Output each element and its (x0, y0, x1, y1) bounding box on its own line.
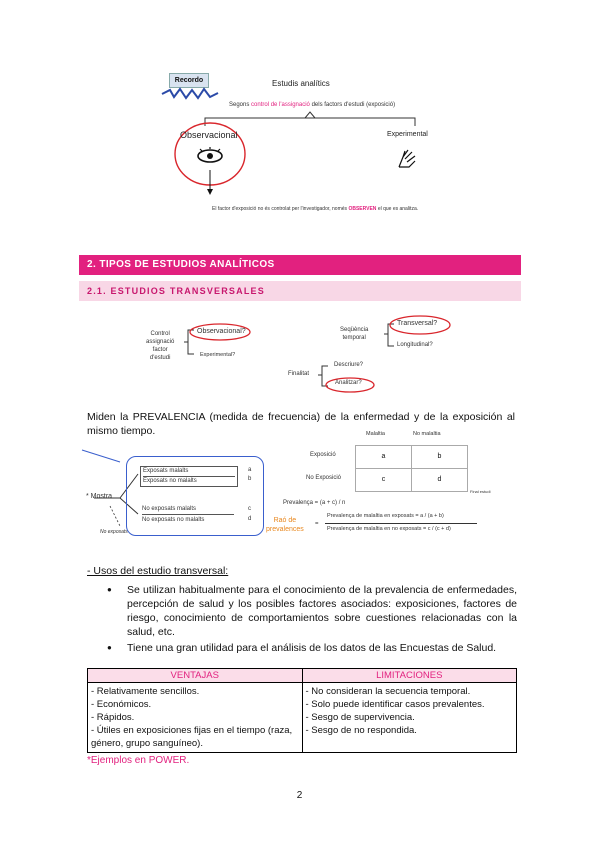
section-header (79, 255, 521, 275)
header-limitaciones: LIMITACIONES (302, 669, 517, 683)
section-title: 2. TIPOS DE ESTUDIOS ANALÍTICOS (87, 259, 275, 270)
rao-numerator: Prevalença de malaltia en exposats = a / (a + b) (327, 513, 444, 519)
no-exposats-letters: c d (248, 506, 252, 522)
exposats-letters: a b (248, 467, 252, 482)
mostra-label: * Mostra (86, 493, 113, 500)
rao-prevalences-label: Raó de prevalences (266, 517, 304, 533)
cell-a: a (355, 445, 412, 469)
hand-icon (395, 147, 421, 171)
col-header-no-malaltia: No malaltia (413, 431, 441, 437)
subsection-header (79, 281, 521, 301)
row-label-no-exposicio: No Exposició (306, 475, 342, 481)
rao-denominator: Prevalença de malaltia en no exposats = c / (c + d) (327, 526, 451, 532)
no-exposats-box: No exposats malalts No exposats no malalts (140, 504, 236, 525)
no-exposats-note: No exposats (100, 529, 128, 535)
experimental-option: Experimental? (200, 352, 236, 358)
fraction-bar (325, 523, 477, 524)
transversal-option: Transversal? (397, 320, 438, 327)
prevalencia-paragraph: Miden la PREVALENCIA (medida de frecuencia) de la enfermedad y de la exposición al mismo tiempo. (87, 411, 515, 437)
row-label-exposicio: Exposició (310, 452, 336, 458)
cell-b: b (411, 445, 468, 469)
segons-line: Segons control de l'assignació dels factors d'estudi (exposició) (229, 102, 396, 108)
list-item: ● Tiene una gran utilidad para el análisis de los datos de las Encuestas de Salud. (107, 641, 517, 655)
down-arrow-icon (205, 170, 215, 198)
observacional-label: Observacional (180, 130, 238, 140)
rao-equals: = (315, 521, 319, 527)
limitaciones-cell: - No consideran la secuencia temporal. - Solo puede identificar casos prevalentes. - Sesgo de supervivencia. - Sesgo de no respondida. (302, 683, 517, 753)
prevalenca-formula: Prevalença = (a + c) / n (283, 500, 346, 506)
observacional-option: Observacional? (197, 328, 246, 335)
longitudinal-option: Longitudinal? (397, 342, 433, 348)
cell-c: c (355, 468, 412, 492)
final-estudi-note: Final estudi (470, 489, 491, 494)
table-row (88, 683, 517, 753)
col-header-malaltia: Malaltia (366, 431, 385, 437)
usos-list (107, 583, 517, 657)
eye-icon (196, 146, 224, 164)
ejemplos-note: *Ejemplos en POWER. (87, 755, 190, 766)
usos-title: - Usos del estudio transversal: (87, 565, 229, 577)
control-label: Control assignació factor d'estudi (146, 331, 175, 361)
exposats-box: Exposats malalts Exposats no malalts (140, 466, 238, 487)
sequencia-label: Seqüència temporal (340, 327, 369, 341)
subsection-title: 2.1. ESTUDIOS TRANSVERSALES (87, 286, 265, 296)
page-number: 2 (296, 790, 303, 801)
scribble-decoration (160, 86, 220, 102)
ventajas-cell: - Relativamente sencillos. - Económicos. - Rápidos. - Útiles en exposiciones fijas en el tiempo (raza, género, grupo sanguíneo). (88, 683, 303, 753)
fig1-footnote: El factor d'exposició no és controlat per l'investigador, només OBSERVEN el que es analitza. (212, 206, 419, 212)
cell-d: d (411, 468, 468, 492)
ventajas-limitaciones-table (87, 668, 517, 753)
experimental-label: Experimental (387, 131, 428, 138)
analitzar-option: Analitzar? (335, 380, 362, 386)
header-ventajas: VENTAJAS (88, 669, 303, 683)
finalitat-label: Finalitat (288, 371, 310, 377)
list-item: ● Se utilizan habitualmente para el conocimiento de la prevalencia de enfermedades, percepción de salud y los posibles factores asociados: exposiciones, factores de riesgo, conocimiento de comportamientos sobre cuestiones relacionadas con la salud, etc. (107, 583, 517, 639)
descriure-option: Descriure? (334, 362, 364, 368)
estudis-label: Estudis analítics (272, 79, 330, 88)
recordo-label: Recordo (169, 73, 209, 88)
